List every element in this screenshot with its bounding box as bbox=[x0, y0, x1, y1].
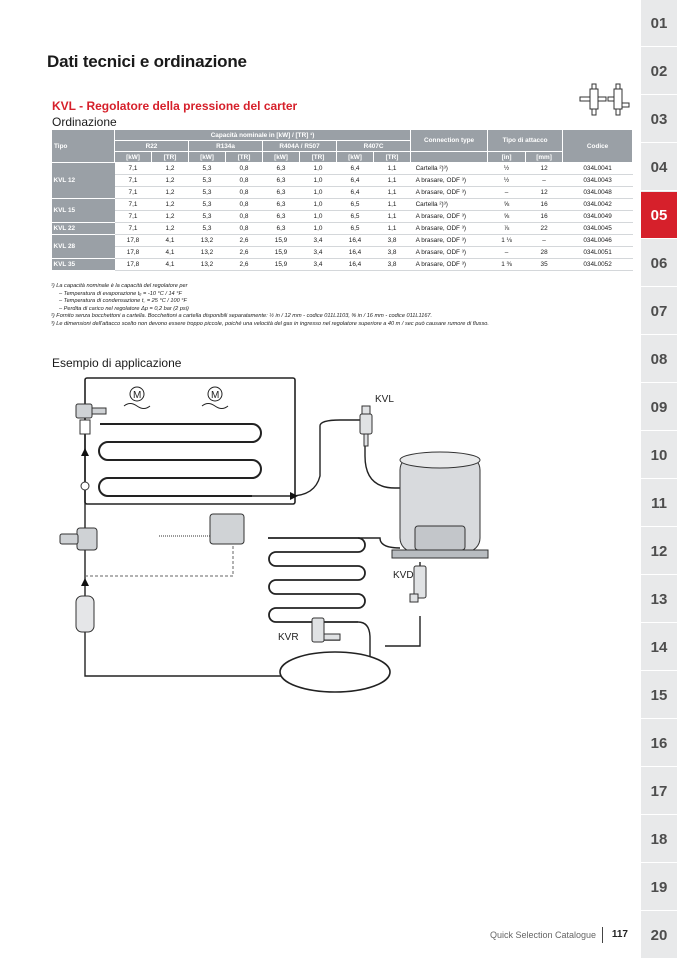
table-cell: 5,3 bbox=[189, 175, 226, 187]
kvl-label: KVL bbox=[375, 394, 394, 405]
table-cell: 16,4 bbox=[337, 235, 374, 247]
table-cell: 6,3 bbox=[263, 175, 300, 187]
connection-type: A brasare, ODF ³) bbox=[411, 247, 488, 259]
chapter-tab-14[interactable]: 14 bbox=[641, 624, 677, 671]
table-cell: 3,4 bbox=[300, 259, 337, 271]
chapter-tab-10[interactable]: 10 bbox=[641, 432, 677, 479]
table-cell: 0,8 bbox=[226, 211, 263, 223]
table-cell: 16,4 bbox=[337, 259, 374, 271]
fan-label: M bbox=[133, 390, 142, 401]
table-cell: 12 bbox=[526, 187, 563, 199]
connection-type: Cartella ²)³) bbox=[411, 163, 488, 175]
table-cell: 6,3 bbox=[263, 223, 300, 235]
table-cell: 5,3 bbox=[189, 163, 226, 175]
chapter-tab-07[interactable]: 07 bbox=[641, 288, 677, 335]
table-cell: ⅝ bbox=[488, 211, 526, 223]
table-cell: ⅝ bbox=[488, 199, 526, 211]
order-code: 034L0048 bbox=[563, 187, 633, 199]
ordering-table bbox=[51, 129, 633, 271]
fan-label: M bbox=[211, 390, 220, 401]
table-cell: 6,3 bbox=[263, 163, 300, 175]
order-code: 034L0046 bbox=[563, 235, 633, 247]
chapter-tab-03[interactable]: 03 bbox=[641, 96, 677, 143]
table-cell: 3,8 bbox=[374, 235, 411, 247]
table-cell: 7,1 bbox=[115, 211, 152, 223]
connection-type: A brasare, ODF ³) bbox=[411, 235, 488, 247]
table-cell: 13,2 bbox=[189, 247, 226, 259]
table-cell: 15,9 bbox=[263, 247, 300, 259]
header-refrigerant: R404A / R507 bbox=[263, 141, 337, 152]
table-cell: 5,3 bbox=[189, 211, 226, 223]
table-cell: 7,1 bbox=[115, 163, 152, 175]
chapter-tab-16[interactable]: 16 bbox=[641, 720, 677, 767]
table-cell: ½ bbox=[488, 175, 526, 187]
order-code: 034L0043 bbox=[563, 175, 633, 187]
table-row bbox=[52, 223, 633, 235]
table-cell: 0,8 bbox=[226, 199, 263, 211]
header-unit-blank bbox=[411, 152, 488, 163]
chapter-tab-04[interactable]: 04 bbox=[641, 144, 677, 191]
table-cell: 0,8 bbox=[226, 163, 263, 175]
table-cell: – bbox=[526, 235, 563, 247]
table-cell: 2,6 bbox=[226, 247, 263, 259]
row-type: KVL 35 bbox=[52, 259, 115, 271]
table-cell: 5,3 bbox=[189, 199, 226, 211]
header-codice: Codice bbox=[563, 130, 633, 163]
header-refrigerant: R134a bbox=[189, 141, 263, 152]
table-cell: 1 ⅜ bbox=[488, 259, 526, 271]
header-unit: [kW] bbox=[115, 152, 152, 163]
table-cell: 7,1 bbox=[115, 199, 152, 211]
table-cell: 0,8 bbox=[226, 175, 263, 187]
table-cell: 1,0 bbox=[300, 211, 337, 223]
kvd-label: KVD bbox=[393, 570, 414, 581]
table-cell: 1,0 bbox=[300, 223, 337, 235]
table-cell: 17,8 bbox=[115, 259, 152, 271]
connection-type: A brasare, ODF ³) bbox=[411, 223, 488, 235]
order-code: 034L0052 bbox=[563, 259, 633, 271]
header-unit: [TR] bbox=[300, 152, 337, 163]
table-cell: 6,5 bbox=[337, 211, 374, 223]
table-cell: 1,0 bbox=[300, 175, 337, 187]
table-cell: 1,2 bbox=[152, 211, 189, 223]
chapter-tab-12[interactable]: 12 bbox=[641, 528, 677, 575]
header-unit: [mm] bbox=[526, 152, 563, 163]
connection-type: A brasare, ODF ³) bbox=[411, 175, 488, 187]
table-cell: 22 bbox=[526, 223, 563, 235]
chapter-tab-11[interactable]: 11 bbox=[641, 480, 677, 527]
table-cell: – bbox=[488, 247, 526, 259]
table-cell: 4,1 bbox=[152, 247, 189, 259]
table-cell: 2,6 bbox=[226, 235, 263, 247]
table-cell: 2,6 bbox=[226, 259, 263, 271]
table-cell: 1,1 bbox=[374, 163, 411, 175]
page-footer bbox=[400, 929, 630, 943]
table-cell: 5,3 bbox=[189, 187, 226, 199]
footnote: – Temperatura di evaporazione tₑ = -10 °C / 14 °F bbox=[59, 290, 182, 297]
footnote: ¹) La capacità nominale è la capacità del regolatore per bbox=[51, 283, 188, 289]
row-type: KVL 15 bbox=[52, 199, 115, 223]
table-row bbox=[52, 235, 633, 247]
table-cell: – bbox=[488, 187, 526, 199]
table-cell: 1,2 bbox=[152, 199, 189, 211]
table-cell: 13,2 bbox=[189, 235, 226, 247]
order-code: 034L0045 bbox=[563, 223, 633, 235]
catalogue-name: Quick Selection Catalogue bbox=[489, 930, 596, 940]
row-type: KVL 12 bbox=[52, 163, 115, 199]
header-unit: [in] bbox=[488, 152, 526, 163]
table-cell: 16,4 bbox=[337, 247, 374, 259]
table-row bbox=[52, 199, 633, 211]
table-cell: 6,3 bbox=[263, 187, 300, 199]
header-unit: [kW] bbox=[337, 152, 374, 163]
table-row bbox=[52, 211, 633, 223]
table-cell: 1,1 bbox=[374, 199, 411, 211]
table-cell: 16 bbox=[526, 211, 563, 223]
header-unit: [TR] bbox=[374, 152, 411, 163]
footnote: – Perdita di carico nel regolatore Δp = 0,2 bar (2 psi) bbox=[59, 305, 189, 312]
table-cell: 7,1 bbox=[115, 187, 152, 199]
footnote: ²) Fornito senza bocchettoni a cartella. Bocchettoni a cartella disponibili separatamente: ½ in / 12 mm - codice 011L1103, ⅝ in / 16 mm - codice 011L1167. bbox=[51, 313, 433, 319]
table-cell: ½ bbox=[488, 163, 526, 175]
row-type: KVL 22 bbox=[52, 223, 115, 235]
section-title: Ordinazione bbox=[52, 115, 117, 129]
table-cell: 7,1 bbox=[115, 223, 152, 235]
table-cell: 1,1 bbox=[374, 223, 411, 235]
table-cell: 1,1 bbox=[374, 187, 411, 199]
table-cell: 35 bbox=[526, 259, 563, 271]
header-refrigerant: R407C bbox=[337, 141, 411, 152]
table-cell: 6,3 bbox=[263, 211, 300, 223]
table-cell: 6,5 bbox=[337, 199, 374, 211]
table-cell: 1,2 bbox=[152, 187, 189, 199]
header-tipo: Tipo bbox=[52, 130, 115, 163]
table-cell: 1,1 bbox=[374, 175, 411, 187]
table-cell: 17,8 bbox=[115, 247, 152, 259]
kvr-label: KVR bbox=[278, 632, 299, 643]
table-cell: 6,4 bbox=[337, 175, 374, 187]
table-row bbox=[52, 247, 633, 259]
chapter-tab-06[interactable]: 06 bbox=[641, 240, 677, 287]
chapter-tab-19[interactable]: 19 bbox=[641, 864, 677, 911]
header-capacity: Capacità nominale in [kW] / [TR] ¹) bbox=[115, 130, 411, 141]
chapter-tab-17[interactable]: 17 bbox=[641, 768, 677, 815]
table-cell: ⅞ bbox=[488, 223, 526, 235]
chapter-tab-05[interactable]: 05 bbox=[641, 192, 677, 239]
table-cell: 6,4 bbox=[337, 187, 374, 199]
connection-type: Cartella ²)³) bbox=[411, 199, 488, 211]
connection-type: A brasare, ODF ³) bbox=[411, 211, 488, 223]
table-cell: 28 bbox=[526, 247, 563, 259]
table-cell: 6,3 bbox=[263, 199, 300, 211]
table-cell: 1,0 bbox=[300, 199, 337, 211]
header-unit: [kW] bbox=[263, 152, 300, 163]
chapter-tab-08[interactable]: 08 bbox=[641, 336, 677, 383]
table-cell: 4,1 bbox=[152, 259, 189, 271]
table-cell: 7,1 bbox=[115, 175, 152, 187]
table-row bbox=[52, 163, 633, 175]
table-cell: 6,4 bbox=[337, 163, 374, 175]
table-row bbox=[52, 175, 633, 187]
chapter-tab-02[interactable]: 02 bbox=[641, 48, 677, 95]
header-attacco: Tipo di attacco bbox=[488, 130, 563, 152]
table-cell: 1,2 bbox=[152, 223, 189, 235]
chapter-tab-01[interactable]: 01 bbox=[641, 0, 677, 47]
row-type: KVL 28 bbox=[52, 235, 115, 259]
table-cell: 3,8 bbox=[374, 259, 411, 271]
footnote: ³) Le dimensioni dell'attacco scelto non devono essere troppo piccole, poiché una velocità del gas in ingresso nel regolatore superiore a 40 m / sec può causare rumore di flusso. bbox=[51, 320, 489, 327]
table-cell: 16 bbox=[526, 199, 563, 211]
footnote: – Temperatura di condensazione t꜀ = 25 °C / 100 °F bbox=[59, 298, 187, 304]
table-cell: 1 ⅛ bbox=[488, 235, 526, 247]
chapter-tab-13[interactable]: 13 bbox=[641, 576, 677, 623]
footer-divider bbox=[602, 927, 603, 943]
table-cell: 0,8 bbox=[226, 223, 263, 235]
order-code: 034L0041 bbox=[563, 163, 633, 175]
table-cell: 5,3 bbox=[189, 223, 226, 235]
product-title: KVL - Regolatore della pressione del carter bbox=[52, 99, 298, 113]
chapter-tab-18[interactable]: 18 bbox=[641, 816, 677, 863]
table-cell: 3,4 bbox=[300, 247, 337, 259]
table-cell: 1,2 bbox=[152, 175, 189, 187]
table-cell: 6,5 bbox=[337, 223, 374, 235]
header-unit: [TR] bbox=[152, 152, 189, 163]
chapter-tab-09[interactable]: 09 bbox=[641, 384, 677, 431]
table-cell: 12 bbox=[526, 163, 563, 175]
chapter-tab-15[interactable]: 15 bbox=[641, 672, 677, 719]
page-number: 117 bbox=[611, 929, 628, 940]
table-cell: 0,8 bbox=[226, 187, 263, 199]
table-cell: – bbox=[526, 175, 563, 187]
table-cell: 17,8 bbox=[115, 235, 152, 247]
order-code: 034L0042 bbox=[563, 199, 633, 211]
table-cell: 1,0 bbox=[300, 163, 337, 175]
table-row bbox=[52, 259, 633, 271]
header-connection: Connection type bbox=[411, 130, 488, 152]
footnotes bbox=[51, 283, 631, 328]
table-cell: 1,0 bbox=[300, 187, 337, 199]
table-cell: 1,2 bbox=[152, 163, 189, 175]
table-cell: 3,4 bbox=[300, 235, 337, 247]
page-title: Dati tecnici e ordinazione bbox=[47, 52, 247, 71]
application-diagram bbox=[40, 376, 600, 696]
order-code: 034L0051 bbox=[563, 247, 633, 259]
connection-type: A brasare, ODF ³) bbox=[411, 187, 488, 199]
table-cell: 4,1 bbox=[152, 235, 189, 247]
connection-type: A brasare, ODF ³) bbox=[411, 259, 488, 271]
header-refrigerant: R22 bbox=[115, 141, 189, 152]
kvl-valve-icon bbox=[578, 83, 630, 117]
table-row bbox=[52, 187, 633, 199]
table-cell: 15,9 bbox=[263, 235, 300, 247]
table-cell: 15,9 bbox=[263, 259, 300, 271]
header-unit: [TR] bbox=[226, 152, 263, 163]
table-cell: 1,1 bbox=[374, 211, 411, 223]
table-cell: 13,2 bbox=[189, 259, 226, 271]
chapter-tab-20[interactable]: 20 bbox=[641, 912, 677, 959]
table-cell: 3,8 bbox=[374, 247, 411, 259]
order-code: 034L0049 bbox=[563, 211, 633, 223]
diagram-title: Esempio di applicazione bbox=[52, 356, 182, 370]
header-unit: [kW] bbox=[189, 152, 226, 163]
